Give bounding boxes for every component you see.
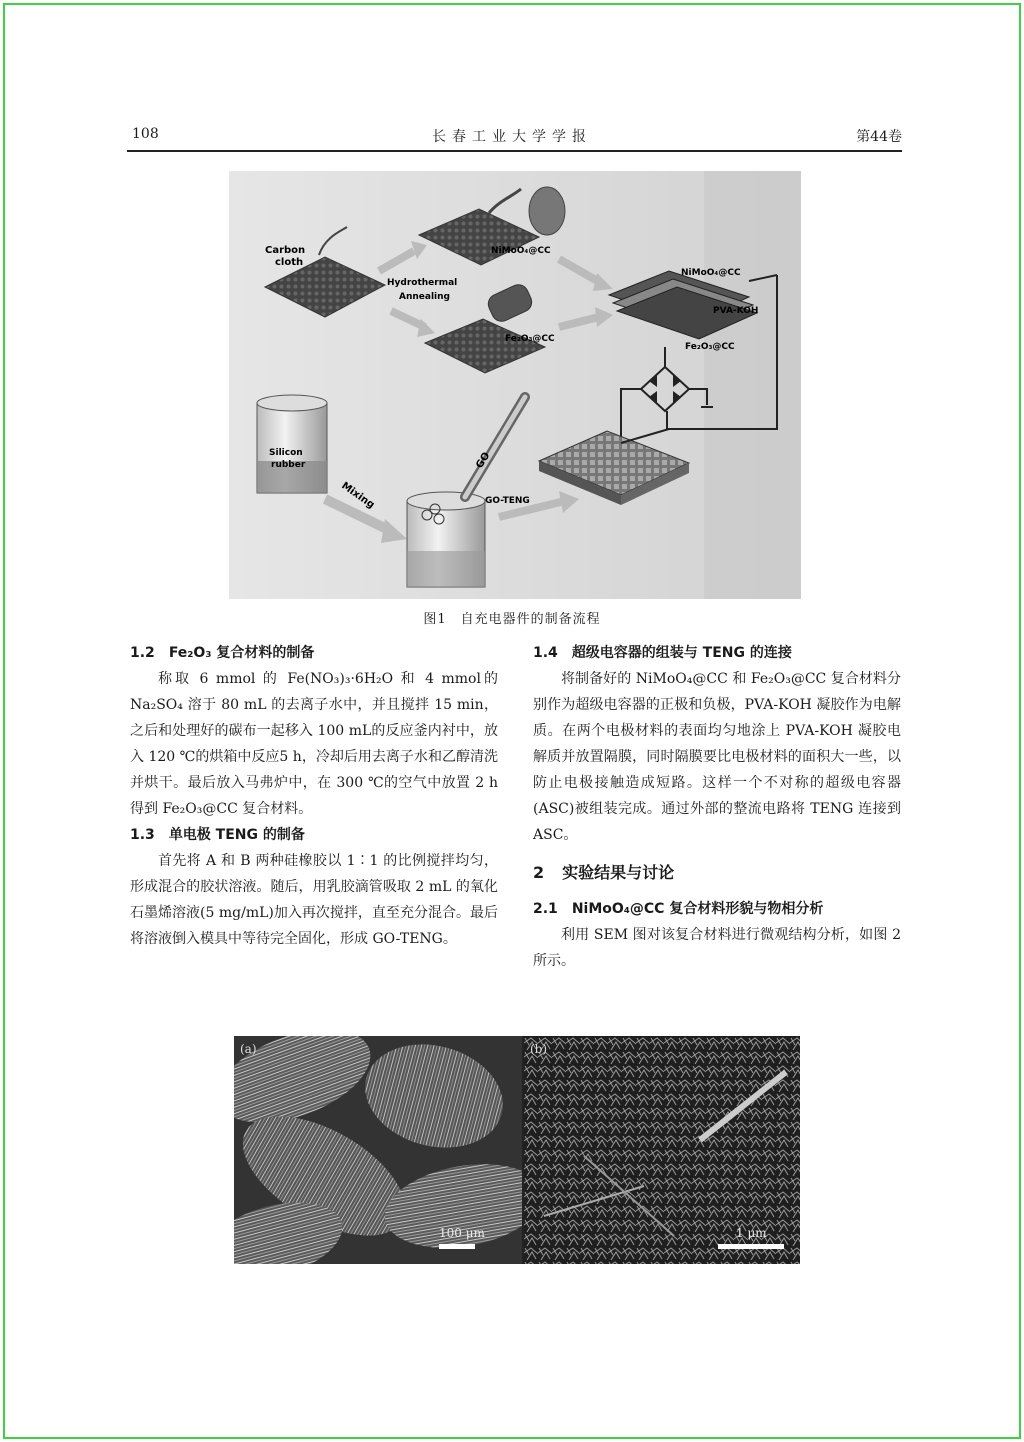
silicon-beaker-rim [257, 395, 327, 411]
sem-panel-b [524, 1036, 800, 1264]
diagram-shade [704, 171, 801, 599]
section-1-2-title: Fe₂O₃ 复合材料的制备 [168, 645, 315, 661]
journal-title: 长春工业大学学报 [432, 129, 592, 145]
label-go-teng: GO-TENG [485, 496, 530, 506]
figure-2-sem-images [234, 1036, 800, 1264]
nimoo4-nanostructure [529, 187, 565, 235]
section-1-3-body: 首先将 A 和 B 两种硅橡胶以 1∶1 的比例搅拌均匀，形成混合的胶状溶液。随后，用乳胶滴管吸取 2 mL 的氧化石墨烯溶液(5 mg/mL)加入再次搅拌，直至充分混合。最后将溶液倒入模具中等待完全固化，形成 GO-TENG。 [130, 853, 498, 947]
header-rule [127, 150, 902, 152]
label-nimoo4-cc: NiMoO₄@CC [491, 246, 551, 256]
section-1-4-number: 1.4 [533, 645, 558, 661]
label-go: GO [474, 450, 493, 471]
section-1-2-body: 称取 6 mmol 的 Fe(NO₃)₃·6H₂O 和 4 mmol的 Na₂SO₄ 溶于 80 mL 的去离子水中，并且搅拌 15 min，之后和处理好的碳布一起移入 100 mL的反应釜内衬中，放入 120 ℃的烘箱中反应5 h，冷却后用去离子水和乙醇清洗并烘干。最后放入马弗炉中，在 300 ℃的空气中放置 2 h 得到 Fe₂O₃@CC 复合材料。 [130, 671, 498, 817]
label-annealing: Annealing [399, 292, 450, 302]
section-1-4-heading [533, 640, 901, 666]
section-1-3-title: 单电极 TENG 的制备 [168, 827, 305, 843]
section-2-1-title: NiMoO₄@CC 复合材料形貌与物相分析 [571, 901, 824, 917]
label-pva-koh: PVA-KOH [713, 306, 759, 316]
scale-b-text: 1 μm [736, 1226, 767, 1240]
left-column [130, 640, 498, 952]
scale-bar-a [439, 1244, 475, 1249]
label-device-fe2o3: Fe₂O₃@CC [685, 342, 735, 352]
label-device-nimoo4: NiMoO₄@CC [681, 268, 741, 278]
section-2-title: 实验结果与讨论 [562, 863, 675, 882]
fabrication-flow-diagram [229, 171, 801, 599]
label-silicon: Silicon [269, 448, 303, 458]
label-hydrothermal: Hydrothermal [387, 278, 458, 288]
mixing-beaker-rim [407, 492, 485, 510]
section-1-2-heading [130, 640, 498, 666]
figure-1 [229, 171, 801, 599]
right-column [533, 640, 901, 974]
panel-a-label: (a) [240, 1042, 257, 1056]
panel-b-label: (b) [530, 1042, 548, 1056]
volume-label: 第44卷 [856, 129, 902, 145]
section-1-3-number: 1.3 [130, 827, 155, 843]
label-mixing: Mixing [339, 480, 377, 511]
section-2-number: 2 [533, 863, 545, 882]
section-2-1-body: 利用 SEM 图对该复合材料进行微观结构分析，如图 2 所示。 [533, 927, 901, 969]
sem-panel-a [234, 1036, 522, 1264]
scale-a-text: 100 μm [439, 1226, 485, 1240]
figure-1-caption: 图1 自充电器件的制备流程 [423, 612, 601, 627]
section-2-1-heading [533, 896, 901, 922]
section-2-heading [533, 858, 901, 888]
page-number: 108 [132, 126, 159, 142]
section-1-2-number: 1.2 [130, 645, 155, 661]
section-1-4-title: 超级电容器的组装与 TENG 的连接 [571, 645, 792, 661]
label-fe2o3-cc: Fe₂O₃@CC [505, 334, 555, 344]
label-carbon: Carbon [265, 245, 306, 256]
label-cloth: cloth [275, 257, 304, 268]
section-2-1-number: 2.1 [533, 901, 558, 917]
section-1-3-heading [130, 822, 498, 848]
label-rubber: rubber [271, 460, 306, 470]
mixing-liquid [407, 551, 485, 587]
scale-bar-b [718, 1244, 784, 1249]
section-1-4-body: 将制备好的 NiMoO₄@CC 和 Fe₂O₃@CC 复合材料分别作为超级电容器的正极和负极，PVA-KOH 凝胶作为电解质。在两个电极材料的表面均匀地涂上 PVA-KOH 凝胶电解质并放置隔膜，同时隔膜要比电极材料的面积大一些，以防止电极接触造成短路。这样一个不对称的超级电容器(ASC)被组装完成。通过外部的整流电路将 TENG 连接到 ASC。 [533, 671, 901, 843]
